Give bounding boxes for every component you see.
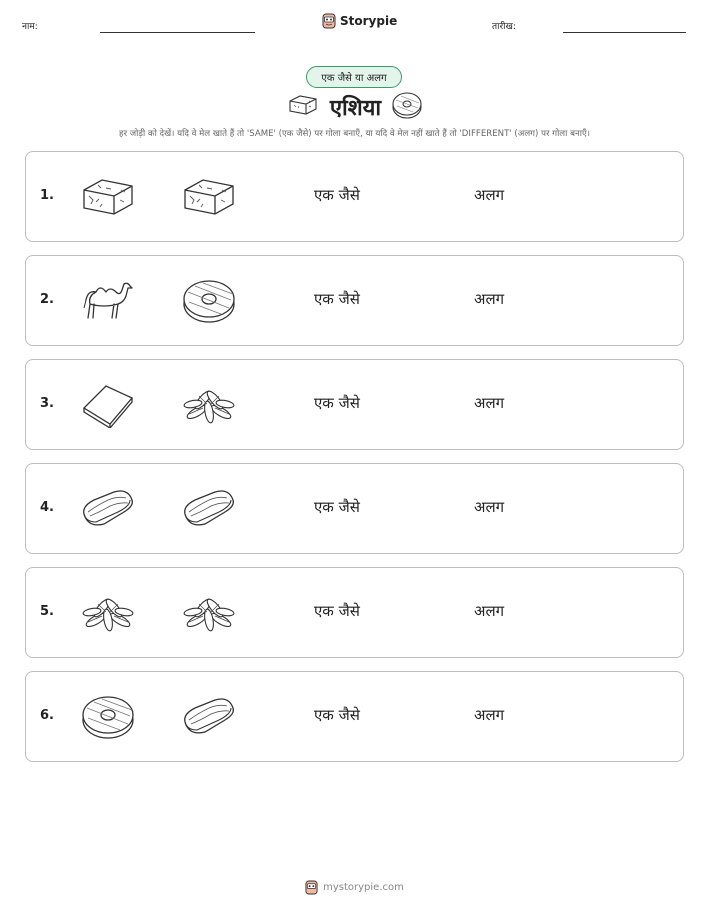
option-different[interactable]: अलग (474, 186, 505, 204)
question-number: 1. (40, 188, 54, 203)
option-different[interactable]: अलग (474, 498, 505, 516)
option-same[interactable]: एक जैसे (314, 498, 360, 516)
flatbread-icon (80, 486, 136, 532)
option-different[interactable]: अलग (474, 602, 505, 620)
folded-cloth-icon (80, 382, 136, 428)
dates-icon (181, 590, 237, 636)
camel-icon (80, 278, 136, 324)
pastry-ring-icon (181, 278, 237, 324)
name-line[interactable] (100, 32, 255, 33)
title-right-icon (391, 90, 423, 124)
storypie-mascot-icon (305, 880, 318, 895)
option-same[interactable]: एक जैसे (314, 290, 360, 308)
instructions: हर जोड़ी को देखें। यदि वे मेल खाते हैं तो 'SAME' (एक जैसे) पर गोला बनाएँ, या यदि वे मेल नहीं खाते हैं तो 'DIFFERENT' (अलग) पर गोला बनाएँ। (119, 129, 590, 139)
storypie-mascot-icon (322, 13, 336, 29)
option-same[interactable]: एक जैसे (314, 706, 360, 724)
dates-icon (181, 382, 237, 428)
question-row-5 (25, 567, 684, 658)
flatbread-icon (181, 486, 237, 532)
date-line[interactable] (563, 32, 686, 33)
option-different[interactable]: अलग (474, 394, 505, 412)
pastry-ring-icon (80, 694, 136, 740)
name-label: नाम: (22, 22, 38, 32)
halva-icon (286, 92, 320, 118)
footer-url[interactable]: mystorypie.com (323, 882, 404, 893)
question-row-3 (25, 359, 684, 450)
pastry-ring-icon (391, 90, 423, 120)
question-row-4 (25, 463, 684, 554)
activity-badge: एक जैसे या अलग (306, 66, 402, 88)
footer (0, 880, 709, 895)
option-same[interactable]: एक जैसे (314, 602, 360, 620)
question-row-1 (25, 151, 684, 242)
question-number: 2. (40, 292, 54, 307)
option-different[interactable]: अलग (474, 290, 505, 308)
halva-icon (181, 174, 237, 220)
dates-icon (80, 590, 136, 636)
question-row-2 (25, 255, 684, 346)
title-left-icon (286, 92, 320, 122)
brand-name: Storypie (340, 14, 398, 28)
option-same[interactable]: एक जैसे (314, 394, 360, 412)
flatbread-icon (181, 694, 237, 740)
question-number: 3. (40, 396, 54, 411)
worksheet-title: एशिया (329, 96, 382, 121)
question-row-6 (25, 671, 684, 762)
option-same[interactable]: एक जैसे (314, 186, 360, 204)
halva-icon (80, 174, 136, 220)
option-different[interactable]: अलग (474, 706, 505, 724)
question-number: 6. (40, 708, 54, 723)
title-row (0, 90, 709, 124)
question-number: 5. (40, 604, 54, 619)
brand-logo (322, 13, 397, 29)
date-label: तारीख: (492, 22, 516, 32)
question-number: 4. (40, 500, 54, 515)
